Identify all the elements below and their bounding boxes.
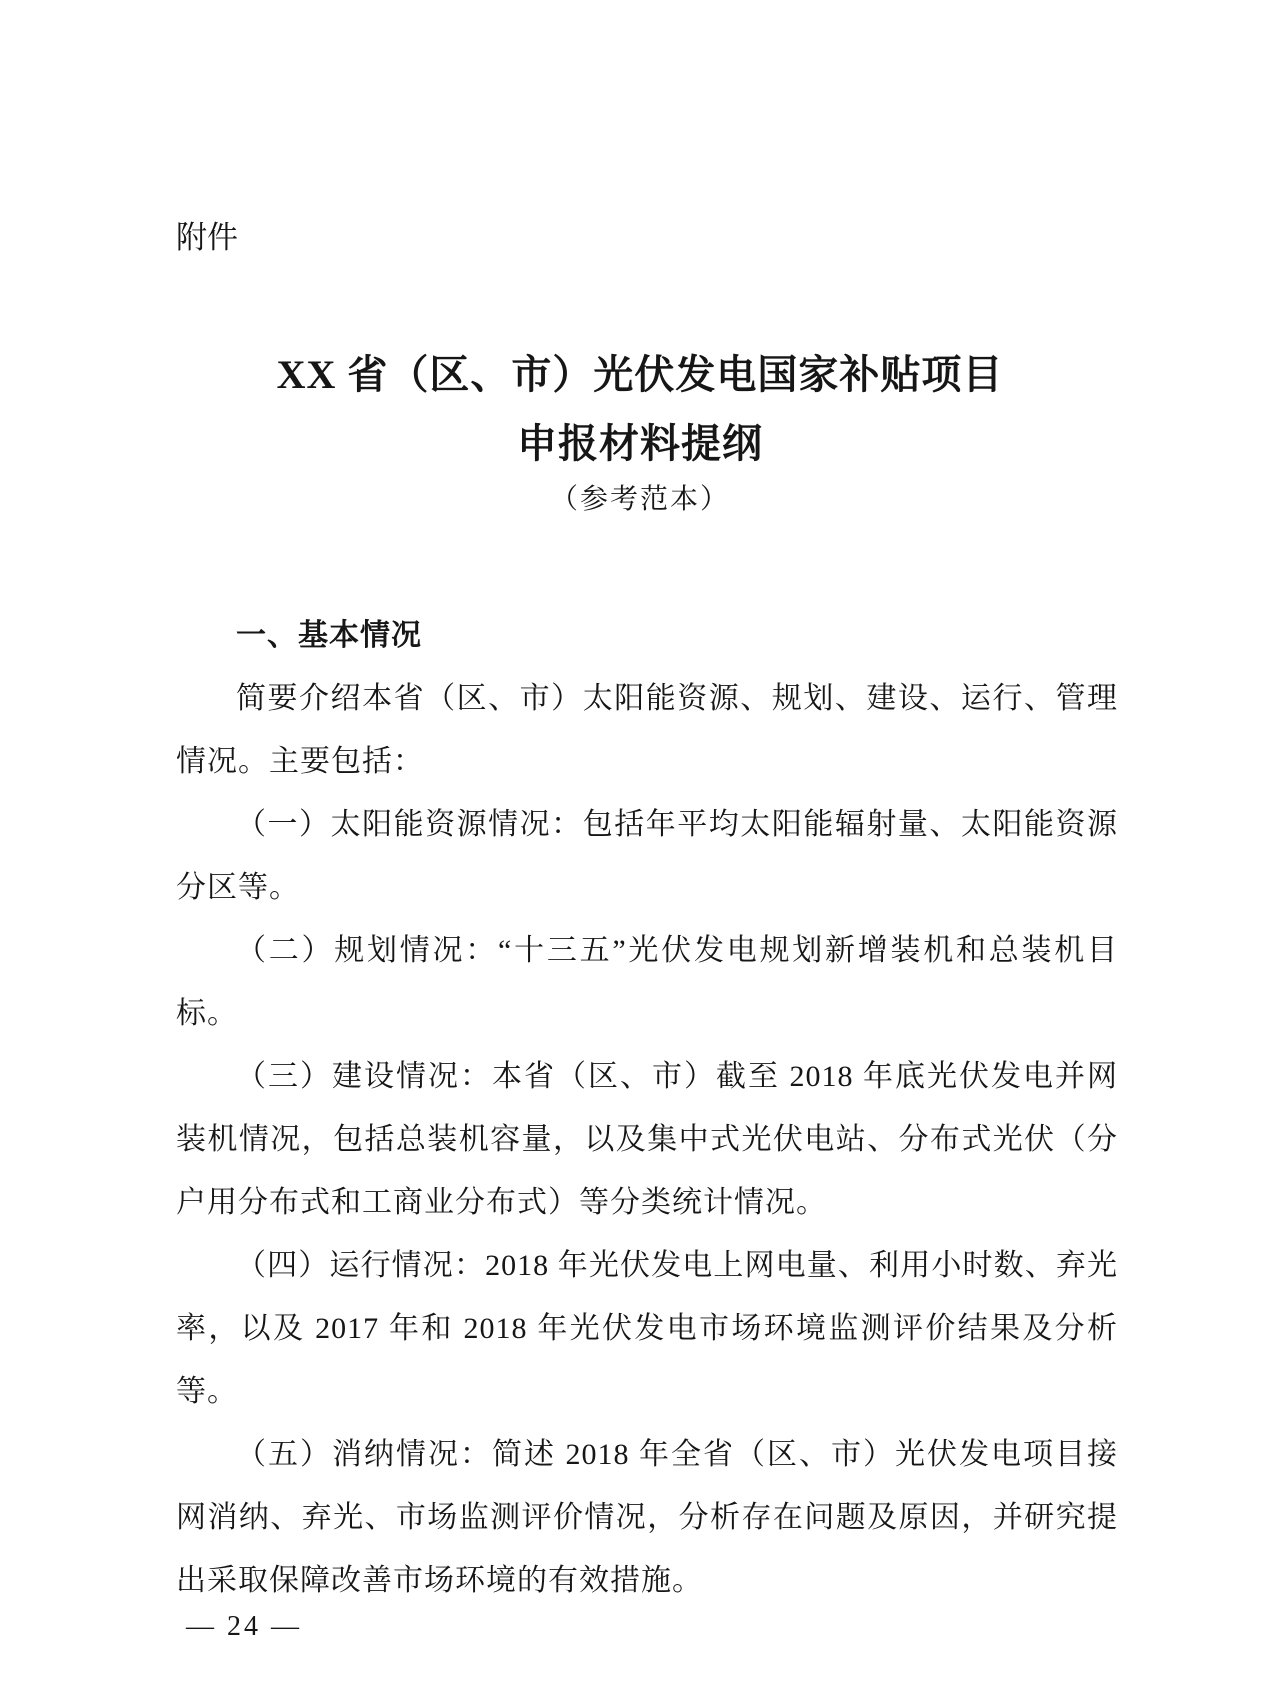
paragraph-item-4-operation: （四）运行情况：2018 年光伏发电上网电量、利用小时数、弃光率，以及 2017 年和 2018 年光伏发电市场环境监测评价结果及分析等。: [176, 1249, 1118, 1408]
section-heading: 一、基本情况: [236, 619, 422, 652]
document-body: [176, 604, 1118, 1612]
paragraph-overview: 简要介绍本省（区、市）太阳能资源、规划、建设、运行、管理情况。主要包括：: [176, 682, 1118, 778]
document-title: [169, 340, 1111, 478]
paragraph-item-3-construction: （三）建设情况：本省（区、市）截至 2018 年底光伏发电并网装机情况，包括总装机容量，以及集中式光伏电站、分布式光伏（分户用分布式和工商业分布式）等分类统计情况。: [176, 1060, 1118, 1219]
document-title-line-1: XX 省（区、市）光伏发电国家补贴项目: [276, 352, 1004, 397]
paragraph-item-5-consumption: （五）消纳情况：简述 2018 年全省（区、市）光伏发电项目接网消纳、弃光、市场监测评价情况，分析存在问题及原因，并研究提出采取保障改善市场环境的有效措施。: [176, 1438, 1118, 1597]
paragraph-item-2-planning: （二）规划情况：“十三五”光伏发电规划新增装机和总装机目标。: [176, 934, 1118, 1030]
document-title-line-2: 申报材料提纲: [517, 421, 763, 466]
attachment-label: 附件: [176, 220, 238, 255]
document-subtitle: （参考范本）: [549, 484, 730, 515]
page-number: — 24 —: [186, 1611, 302, 1642]
paragraph-item-1-solar-resource: （一）太阳能资源情况：包括年平均太阳能辐射量、太阳能资源分区等。: [176, 808, 1118, 904]
